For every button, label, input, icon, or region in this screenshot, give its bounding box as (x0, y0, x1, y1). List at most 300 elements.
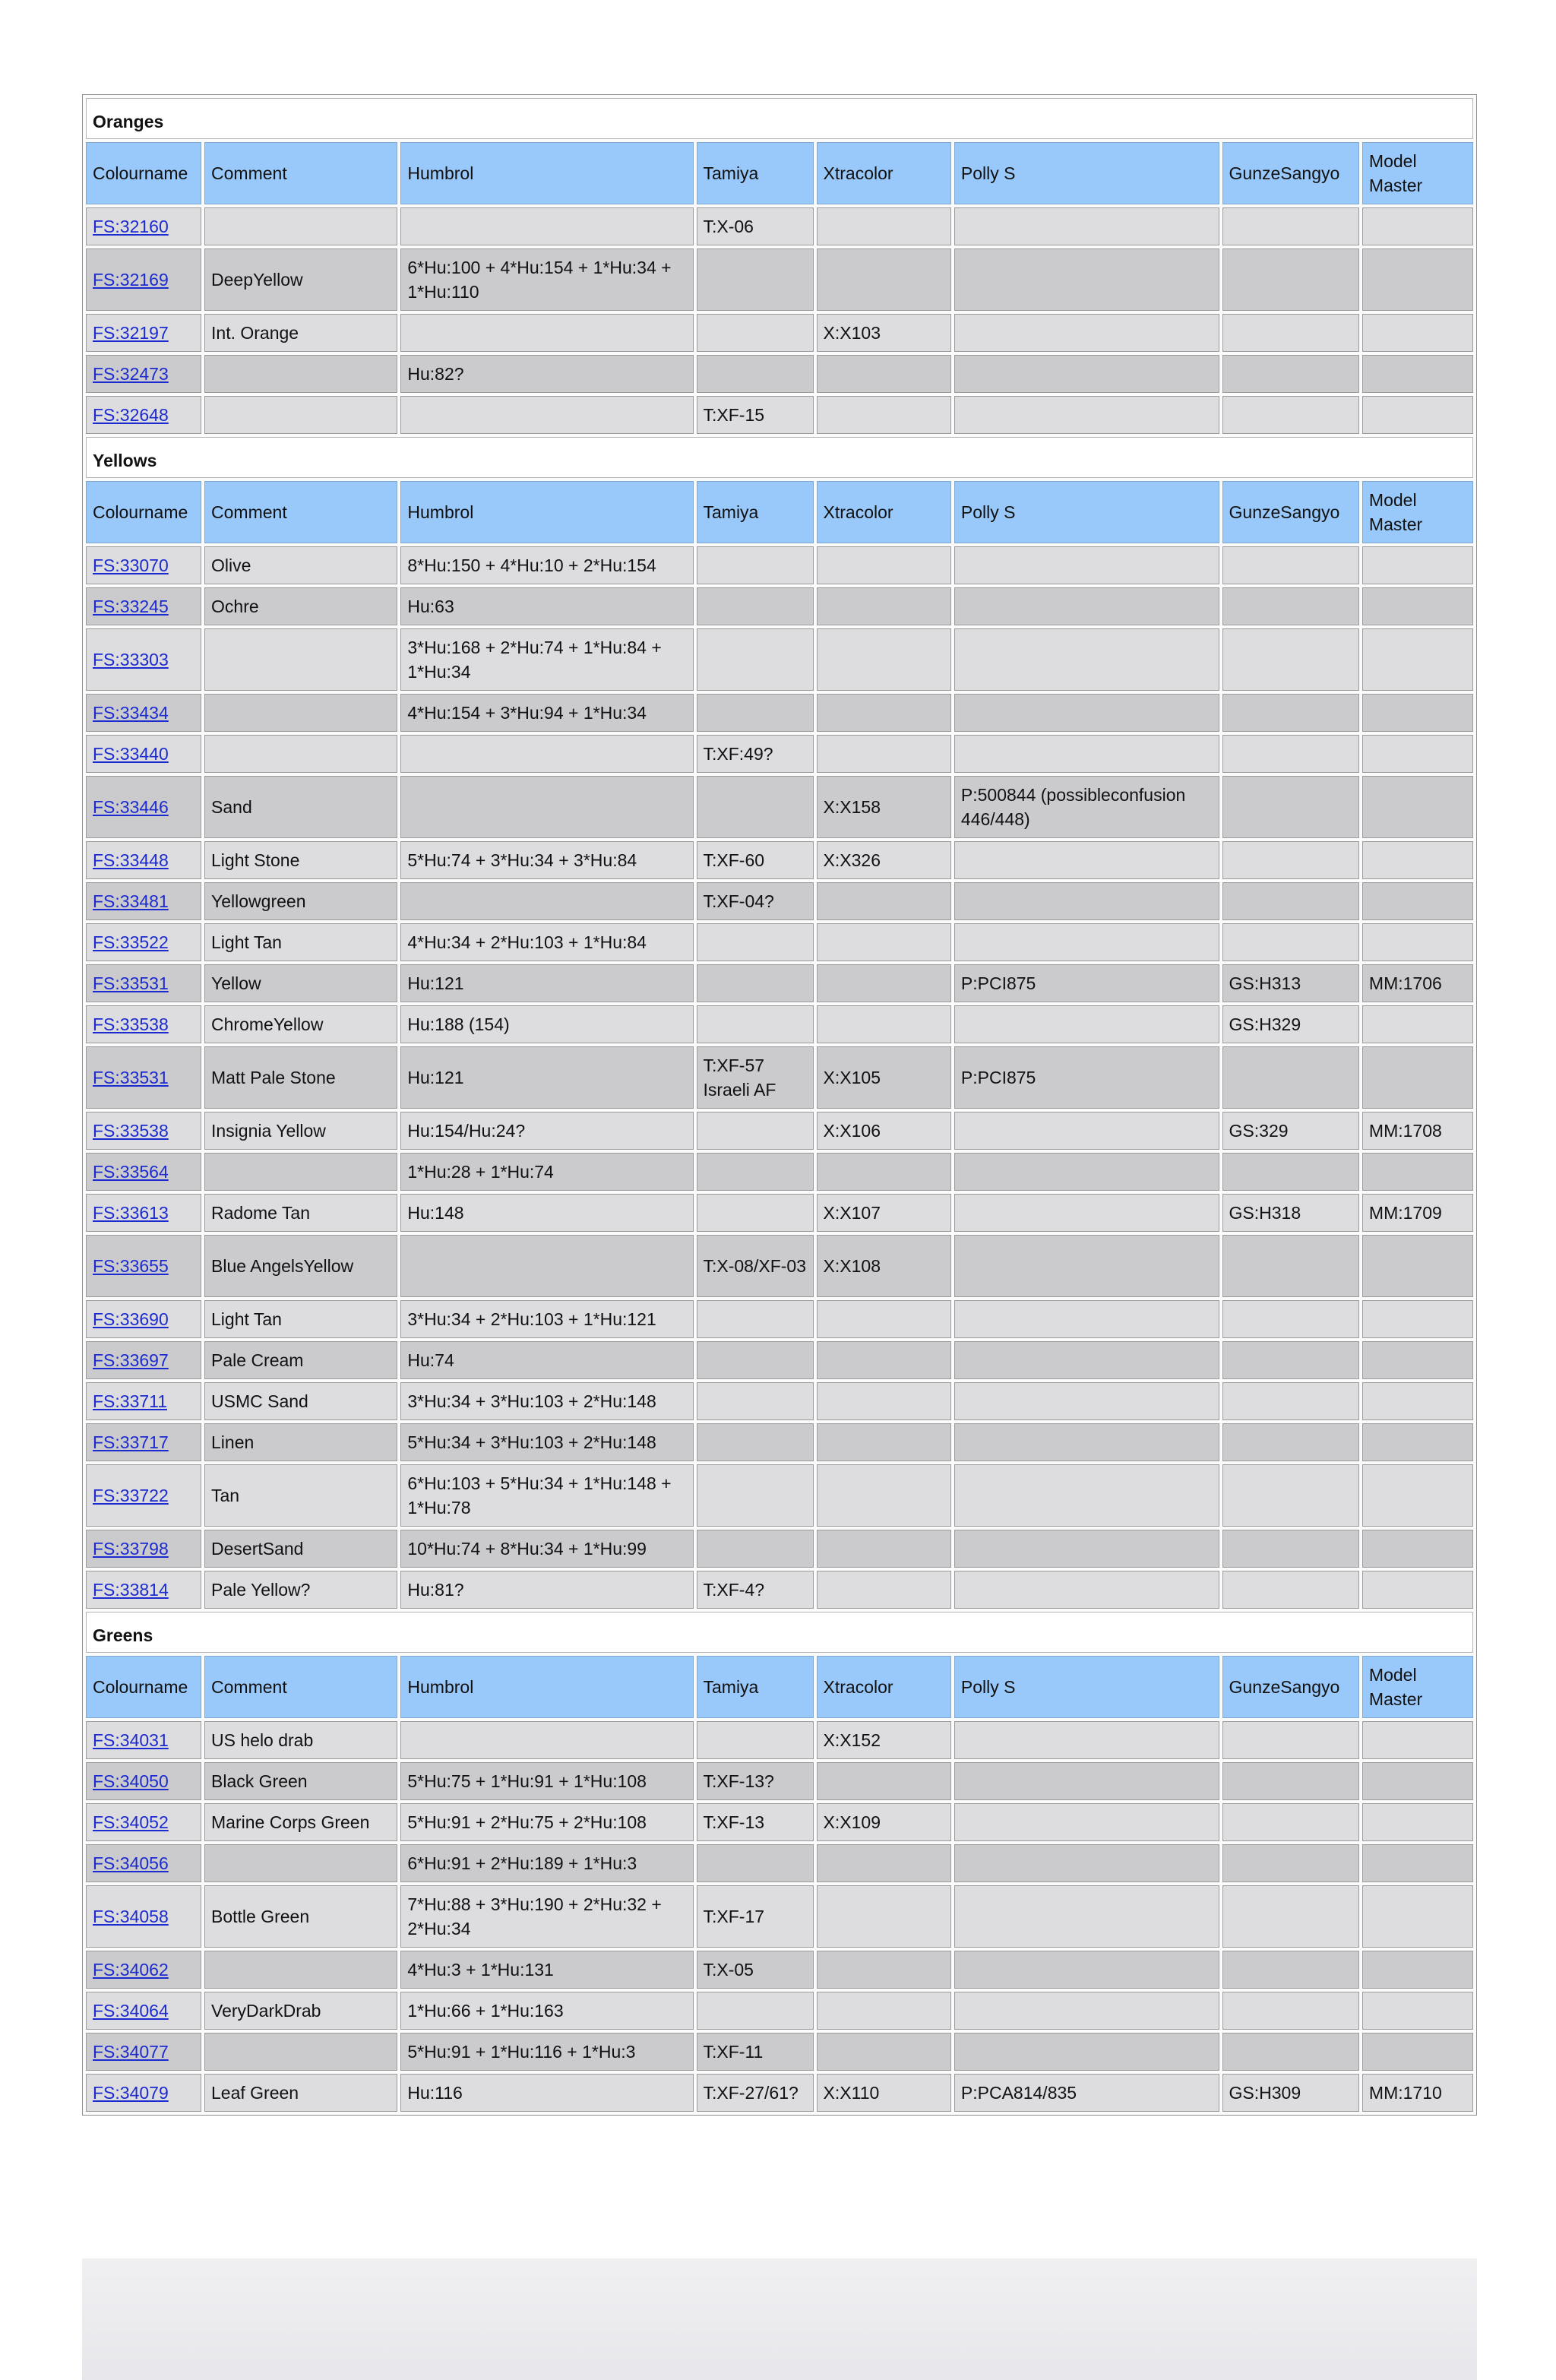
table-cell: X:X110 (817, 2074, 951, 2112)
table-row (86, 964, 1473, 1002)
table-cell (400, 882, 693, 920)
table-cell (1222, 396, 1359, 434)
table-cell (400, 735, 693, 773)
table-cell (1222, 628, 1359, 691)
colourname-cell (86, 694, 201, 732)
table-cell (1362, 694, 1473, 732)
table-cell (400, 776, 693, 838)
table-cell (954, 1300, 1219, 1338)
fs-colour-link[interactable]: FS:32648 (93, 405, 169, 425)
table-cell (400, 207, 693, 245)
fs-colour-link[interactable]: FS:32160 (93, 217, 169, 236)
table-cell (1362, 546, 1473, 584)
table-cell (817, 964, 951, 1002)
fs-colour-link[interactable]: FS:33717 (93, 1432, 169, 1452)
colourname-cell (86, 1464, 201, 1527)
table-cell (1362, 355, 1473, 393)
table-cell (1222, 1423, 1359, 1461)
table-cell (817, 207, 951, 245)
table-cell (1362, 776, 1473, 838)
table-row (86, 1803, 1473, 1841)
paint-conversion-table (83, 95, 1476, 2115)
table-cell (954, 587, 1219, 625)
table-cell (817, 1992, 951, 2030)
table-cell (1362, 735, 1473, 773)
table-row (86, 1300, 1473, 1338)
table-cell: 5*Hu:74 + 3*Hu:34 + 3*Hu:84 (400, 841, 693, 879)
table-cell (697, 1300, 814, 1338)
colourname-cell (86, 2033, 201, 2071)
table-row (86, 1992, 1473, 2030)
fs-colour-link[interactable]: FS:34064 (93, 2001, 169, 2021)
table-cell: Pale Cream (204, 1341, 397, 1379)
table-cell (954, 1762, 1219, 1800)
table-cell (954, 1341, 1219, 1379)
section-yellows (86, 437, 1473, 478)
table-cell: 6*Hu:100 + 4*Hu:154 + 1*Hu:34 + 1*Hu:110 (400, 248, 693, 311)
table-cell (697, 694, 814, 732)
fs-colour-link[interactable]: FS:34031 (93, 1730, 169, 1750)
table-cell (1222, 1046, 1359, 1109)
fs-colour-link[interactable]: FS:33655 (93, 1256, 169, 1276)
table-cell: 7*Hu:88 + 3*Hu:190 + 2*Hu:32 + 2*Hu:34 (400, 1885, 693, 1948)
column-header: Polly S (954, 142, 1219, 204)
table-cell (1222, 1951, 1359, 1989)
table-cell (697, 248, 814, 311)
table-row (86, 1112, 1473, 1150)
table-cell: ChromeYellow (204, 1005, 397, 1043)
table-cell: Int. Orange (204, 314, 397, 352)
table-cell: 3*Hu:34 + 2*Hu:103 + 1*Hu:121 (400, 1300, 693, 1338)
table-cell (817, 628, 951, 691)
table-cell (400, 396, 693, 434)
table-cell (1222, 1530, 1359, 1568)
table-cell (697, 628, 814, 691)
table-cell (204, 2033, 397, 2071)
table-cell: Light Stone (204, 841, 397, 879)
table-cell: 4*Hu:3 + 1*Hu:131 (400, 1951, 693, 1989)
table-row (86, 546, 1473, 584)
table-row (86, 735, 1473, 773)
column-header: GunzeSangyo (1222, 1656, 1359, 1718)
colourname-cell (86, 1005, 201, 1043)
table-cell (817, 1571, 951, 1609)
table-cell: P:PCA814/835 (954, 2074, 1219, 2112)
table-cell (954, 1992, 1219, 2030)
table-cell (1362, 882, 1473, 920)
section-title: Yellows (86, 437, 1473, 478)
colourname-cell (86, 1382, 201, 1420)
table-cell (954, 207, 1219, 245)
table-cell (697, 546, 814, 584)
table-cell (817, 587, 951, 625)
table-cell (817, 355, 951, 393)
fs-colour-link[interactable]: FS:34077 (93, 2042, 169, 2062)
page-footer-band (82, 2258, 1477, 2380)
table-cell (954, 1571, 1219, 1609)
table-cell (697, 1382, 814, 1420)
table-cell (204, 207, 397, 245)
table-cell: X:X326 (817, 841, 951, 879)
fs-colour-link[interactable]: FS:33245 (93, 597, 169, 616)
fs-colour-link[interactable]: FS:33690 (93, 1309, 169, 1329)
fs-colour-link[interactable]: FS:33448 (93, 850, 169, 870)
table-cell: Ochre (204, 587, 397, 625)
table-cell (1222, 207, 1359, 245)
fs-colour-link[interactable]: FS:34058 (93, 1907, 169, 1926)
table-cell (817, 396, 951, 434)
table-cell (954, 1951, 1219, 1989)
fs-colour-link[interactable]: FS:33531 (93, 973, 169, 993)
fs-colour-link[interactable]: FS:32197 (93, 323, 169, 343)
table-cell (817, 1341, 951, 1379)
table-cell (697, 314, 814, 352)
table-cell (817, 2033, 951, 2071)
table-cell (1222, 546, 1359, 584)
table-header-row (86, 1656, 1473, 1718)
table-cell (817, 1951, 951, 1989)
table-cell (204, 1153, 397, 1191)
table-cell (954, 1382, 1219, 1420)
table-cell: VeryDarkDrab (204, 1992, 397, 2030)
table-cell (697, 587, 814, 625)
fs-colour-link[interactable]: FS:33711 (93, 1391, 168, 1411)
table-cell: Yellowgreen (204, 882, 397, 920)
table-cell: Leaf Green (204, 2074, 397, 2112)
colourname-cell (86, 1423, 201, 1461)
table-cell: GS:H329 (1222, 1005, 1359, 1043)
table-cell (697, 1194, 814, 1232)
colourname-cell (86, 207, 201, 245)
table-cell (1362, 1992, 1473, 2030)
table-header-row (86, 481, 1473, 543)
column-header: Tamiya (697, 481, 814, 543)
table-cell (1362, 1046, 1473, 1109)
table-row (86, 1571, 1473, 1609)
table-cell (817, 882, 951, 920)
table-row (86, 628, 1473, 691)
table-cell (817, 1464, 951, 1527)
table-cell: Hu:148 (400, 1194, 693, 1232)
table-cell: P:PCI875 (954, 1046, 1219, 1109)
fs-colour-link[interactable]: FS:33798 (93, 1539, 169, 1559)
table-cell (1222, 1844, 1359, 1882)
fs-colour-link[interactable]: FS:33303 (93, 650, 169, 669)
table-cell: 6*Hu:103 + 5*Hu:34 + 1*Hu:148 + 1*Hu:78 (400, 1464, 693, 1527)
table-cell (697, 1721, 814, 1759)
table-cell (204, 1844, 397, 1882)
section-oranges (86, 98, 1473, 139)
table-cell (1222, 735, 1359, 773)
table-cell (954, 628, 1219, 691)
fs-colour-link[interactable]: FS:34050 (93, 1771, 169, 1791)
table-cell (817, 1153, 951, 1191)
fs-colour-link[interactable]: FS:34052 (93, 1812, 169, 1832)
table-cell: 4*Hu:154 + 3*Hu:94 + 1*Hu:34 (400, 694, 693, 732)
table-cell (400, 314, 693, 352)
fs-colour-link[interactable]: FS:34062 (93, 1960, 169, 1980)
table-cell (1362, 1341, 1473, 1379)
column-header: Polly S (954, 1656, 1219, 1718)
table-cell: X:X103 (817, 314, 951, 352)
fs-colour-link[interactable]: FS:33538 (93, 1014, 169, 1034)
table-cell: P:PCI875 (954, 964, 1219, 1002)
fs-colour-link[interactable]: FS:33531 (93, 1068, 169, 1087)
table-cell (1362, 841, 1473, 879)
table-cell (1222, 1803, 1359, 1841)
table-cell (1362, 1721, 1473, 1759)
table-cell (954, 355, 1219, 393)
table-cell: Hu:121 (400, 1046, 693, 1109)
table-cell (1222, 314, 1359, 352)
table-row (86, 882, 1473, 920)
table-cell (1362, 923, 1473, 961)
table-cell: 5*Hu:91 + 1*Hu:116 + 1*Hu:3 (400, 2033, 693, 2071)
table-cell (697, 1423, 814, 1461)
table-row (86, 1341, 1473, 1379)
table-cell (1362, 1235, 1473, 1297)
table-cell: 5*Hu:75 + 1*Hu:91 + 1*Hu:108 (400, 1762, 693, 1800)
colourname-cell (86, 841, 201, 879)
colourname-cell (86, 776, 201, 838)
table-cell (1222, 694, 1359, 732)
table-row (86, 1153, 1473, 1191)
table-cell: Insignia Yellow (204, 1112, 397, 1150)
table-cell (697, 1464, 814, 1527)
table-cell (1222, 1762, 1359, 1800)
table-cell: Hu:154/Hu:24? (400, 1112, 693, 1150)
table-cell (817, 735, 951, 773)
fs-colour-link[interactable]: FS:34056 (93, 1853, 169, 1873)
table-cell: T:XF-17 (697, 1885, 814, 1948)
table-cell: P:500844 (possibleconfusion 446/448) (954, 776, 1219, 838)
colourname-cell (86, 1951, 201, 1989)
fs-colour-link[interactable]: FS:34079 (93, 2083, 169, 2103)
section-greens (86, 1612, 1473, 1653)
colourname-cell (86, 1762, 201, 1800)
table-cell (1222, 1464, 1359, 1527)
fs-colour-link[interactable]: FS:33697 (93, 1350, 169, 1370)
table-cell (954, 2033, 1219, 2071)
table-cell: T:X-06 (697, 207, 814, 245)
table-cell (954, 1885, 1219, 1948)
table-cell (817, 1844, 951, 1882)
colourname-cell (86, 923, 201, 961)
table-cell: GS:H313 (1222, 964, 1359, 1002)
table-row (86, 1194, 1473, 1232)
table-row (86, 207, 1473, 245)
table-row (86, 841, 1473, 879)
colourname-cell (86, 1530, 201, 1568)
colourname-cell (86, 1571, 201, 1609)
fs-colour-link[interactable]: FS:33538 (93, 1121, 169, 1141)
table-row (86, 1382, 1473, 1420)
colourname-cell (86, 1721, 201, 1759)
table-cell: Light Tan (204, 923, 397, 961)
table-row (86, 776, 1473, 838)
table-cell (954, 1153, 1219, 1191)
table-cell (1222, 355, 1359, 393)
table-row (86, 923, 1473, 961)
table-cell (817, 694, 951, 732)
table-cell (1222, 1721, 1359, 1759)
fs-colour-link[interactable]: FS:33070 (93, 555, 169, 575)
table-cell (1222, 1571, 1359, 1609)
table-cell (1222, 776, 1359, 838)
table-cell: T:XF:49? (697, 735, 814, 773)
colourname-cell (86, 587, 201, 625)
column-header: Xtracolor (817, 481, 951, 543)
table-cell (1222, 1341, 1359, 1379)
column-header: Comment (204, 1656, 397, 1718)
table-cell (697, 1844, 814, 1882)
table-cell (1222, 1992, 1359, 2030)
table-cell (1362, 1762, 1473, 1800)
table-cell (1222, 1885, 1359, 1948)
table-cell (1362, 396, 1473, 434)
table-cell (954, 841, 1219, 879)
column-header: Colourname (86, 481, 201, 543)
table-cell: Hu:121 (400, 964, 693, 1002)
fs-colour-link[interactable]: FS:33481 (93, 891, 169, 911)
fs-colour-link[interactable]: FS:33522 (93, 932, 169, 952)
table-cell (954, 735, 1219, 773)
table-row (86, 1530, 1473, 1568)
table-cell (954, 546, 1219, 584)
table-cell (697, 355, 814, 393)
table-cell: X:X158 (817, 776, 951, 838)
table-row (86, 2074, 1473, 2112)
table-cell: Bottle Green (204, 1885, 397, 1948)
table-cell: T:XF-4? (697, 1571, 814, 1609)
column-header: Tamiya (697, 142, 814, 204)
colourname-cell (86, 1992, 201, 2030)
table-cell (697, 1005, 814, 1043)
table-row (86, 355, 1473, 393)
table-cell: GS:H309 (1222, 2074, 1359, 2112)
column-header: Humbrol (400, 142, 693, 204)
table-cell (204, 735, 397, 773)
fs-colour-link[interactable]: FS:33814 (93, 1580, 169, 1600)
table-cell (1362, 248, 1473, 311)
table-cell (954, 396, 1219, 434)
column-header: GunzeSangyo (1222, 481, 1359, 543)
table-cell (697, 1530, 814, 1568)
table-cell: GS:H318 (1222, 1194, 1359, 1232)
fs-colour-link[interactable]: FS:33434 (93, 703, 169, 723)
colourname-cell (86, 2074, 201, 2112)
fs-colour-link[interactable]: FS:33446 (93, 797, 169, 817)
table-cell (1222, 1153, 1359, 1191)
table-cell: X:X107 (817, 1194, 951, 1232)
table-row (86, 396, 1473, 434)
table-cell (1362, 587, 1473, 625)
table-row (86, 314, 1473, 352)
table-cell: GS:329 (1222, 1112, 1359, 1150)
table-cell (954, 1844, 1219, 1882)
table-cell (817, 1530, 951, 1568)
table-cell (817, 1885, 951, 1948)
table-cell: Sand (204, 776, 397, 838)
table-cell: T:XF-15 (697, 396, 814, 434)
table-row (86, 248, 1473, 311)
column-header: Model Master (1362, 481, 1473, 543)
colourname-cell (86, 1235, 201, 1297)
table-cell (954, 1530, 1219, 1568)
column-header: Polly S (954, 481, 1219, 543)
table-row (86, 1885, 1473, 1948)
table-cell (817, 546, 951, 584)
table-cell: MM:1706 (1362, 964, 1473, 1002)
table-cell: 10*Hu:74 + 8*Hu:34 + 1*Hu:99 (400, 1530, 693, 1568)
table-cell: Tan (204, 1464, 397, 1527)
column-header: Comment (204, 142, 397, 204)
table-cell (817, 1423, 951, 1461)
column-header: Colourname (86, 142, 201, 204)
table-cell (1362, 1803, 1473, 1841)
table-cell (1362, 1153, 1473, 1191)
fs-colour-link[interactable]: FS:33613 (93, 1203, 169, 1223)
table-row (86, 1762, 1473, 1800)
colourname-cell (86, 1194, 201, 1232)
table-cell (954, 248, 1219, 311)
table-cell: 1*Hu:66 + 1*Hu:163 (400, 1992, 693, 2030)
table-cell: 1*Hu:28 + 1*Hu:74 (400, 1153, 693, 1191)
table-cell: Matt Pale Stone (204, 1046, 397, 1109)
table-cell: T:XF-13? (697, 1762, 814, 1800)
table-cell: Hu:63 (400, 587, 693, 625)
fs-colour-link[interactable]: FS:33564 (93, 1162, 169, 1182)
table-row (86, 1423, 1473, 1461)
table-cell: Hu:188 (154) (400, 1005, 693, 1043)
fs-colour-link[interactable]: FS:33440 (93, 744, 169, 764)
table-cell: X:X105 (817, 1046, 951, 1109)
table-cell (697, 923, 814, 961)
colourname-cell (86, 248, 201, 311)
table-cell: T:XF-57 Israeli AF (697, 1046, 814, 1109)
table-cell: 4*Hu:34 + 2*Hu:103 + 1*Hu:84 (400, 923, 693, 961)
fs-colour-link[interactable]: FS:33722 (93, 1486, 169, 1505)
fs-colour-link[interactable]: FS:32169 (93, 270, 169, 290)
colour-reference-sheet (82, 94, 1477, 2116)
column-header: Tamiya (697, 1656, 814, 1718)
fs-colour-link[interactable]: FS:32473 (93, 364, 169, 384)
table-cell: Pale Yellow? (204, 1571, 397, 1609)
table-cell (1362, 2033, 1473, 2071)
table-row (86, 1844, 1473, 1882)
colourname-cell (86, 628, 201, 691)
table-cell (1362, 1571, 1473, 1609)
table-cell: T:XF-04? (697, 882, 814, 920)
table-cell (954, 923, 1219, 961)
table-cell (1362, 207, 1473, 245)
column-header: Model Master (1362, 142, 1473, 204)
table-cell: Hu:74 (400, 1341, 693, 1379)
table-cell (697, 1153, 814, 1191)
table-cell: DeepYellow (204, 248, 397, 311)
table-cell: US helo drab (204, 1721, 397, 1759)
table-cell: 3*Hu:168 + 2*Hu:74 + 1*Hu:84 + 1*Hu:34 (400, 628, 693, 691)
table-cell (954, 694, 1219, 732)
table-cell (1362, 1530, 1473, 1568)
column-header: GunzeSangyo (1222, 142, 1359, 204)
table-row (86, 1005, 1473, 1043)
table-cell: DesertSand (204, 1530, 397, 1568)
table-cell: T:XF-13 (697, 1803, 814, 1841)
table-cell (954, 1464, 1219, 1527)
table-cell: T:XF-11 (697, 2033, 814, 2071)
table-cell (817, 1382, 951, 1420)
